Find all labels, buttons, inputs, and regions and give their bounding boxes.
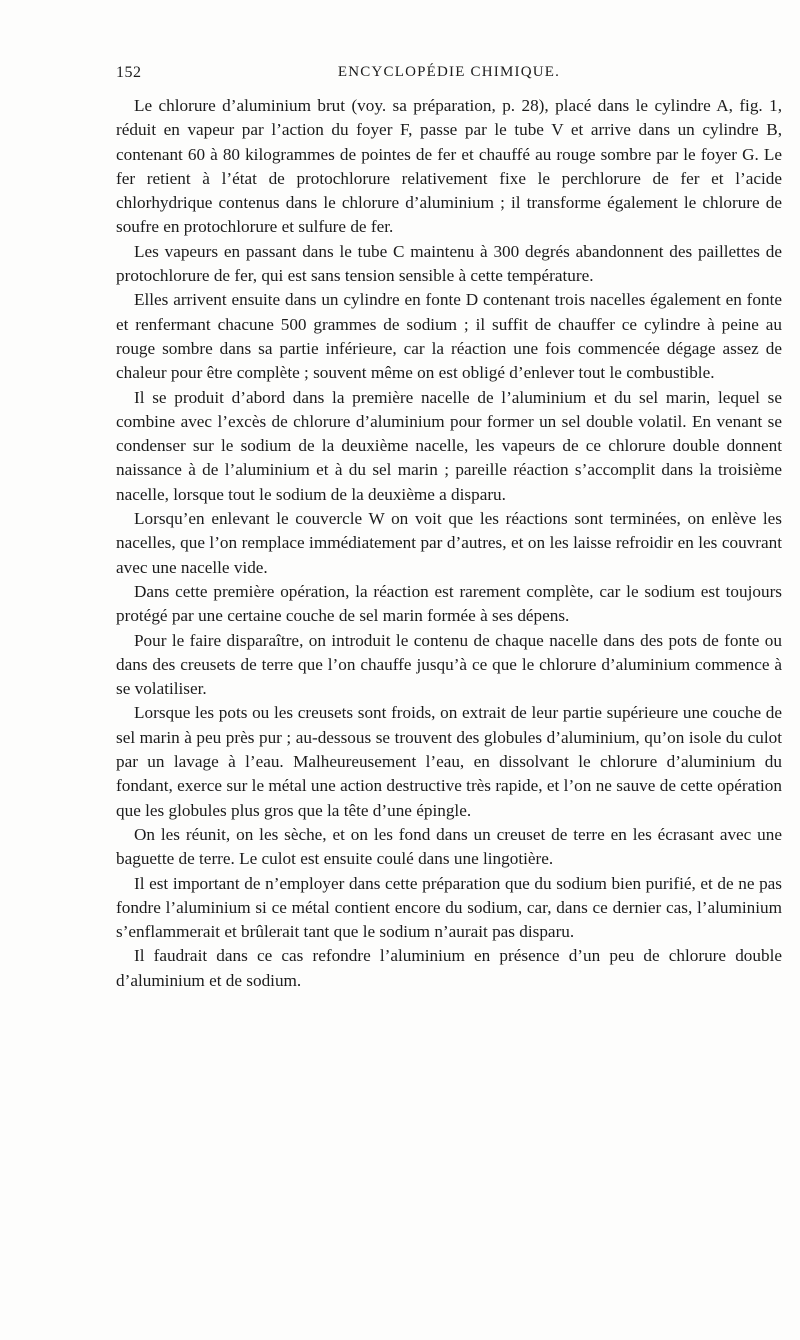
page-header [116, 64, 782, 86]
paragraph: Le chlorure d’aluminium brut (voy. sa préparation, p. 28), placé dans le cylindre A, fig. 1, réduit en vapeur par l’action du foyer F, passe par le tube V et arrive dans un cylindre B, contenant 60 à 80 kilogrammes de pointes de fer et chauffé au rouge sombre par le foyer G. Le fer retient à l’état de protochlorure relativement fixe le perchlorure de fer et l’acide chlorhydrique contenus dans le chlorure d’aluminium ; il transforme également le chlorure de soufre en protochlorure et sulfure de fer. [116, 96, 782, 237]
paragraph: Il est important de n’employer dans cette préparation que du sodium bien purifié, et de ne pas fondre l’aluminium si ce métal contient encore du sodium, car, dans ce dernier cas, l’aluminium s’enflammerait et brûlerait tant que le sodium n’aurait pas disparu. [116, 873, 782, 942]
paragraph: Lorsque les pots ou les creusets sont froids, on extrait de leur partie supérieure une couche de sel marin à peu près pur ; au-dessous se trouvent des globules d’aluminium, qu’on isole du culot par un lavage à l’eau. Malheureusement l’eau, en dissolvant le chlorure d’aluminium du fondant, exerce sur le métal une action destructive très rapide, et l’on ne sauve de cette opération que les globules plus gros que la tête d’une épingle. [116, 703, 782, 820]
paragraph: Lorsqu’en enlevant le couvercle W on voit que les réactions sont terminées, on enlève les nacelles, que l’on remplace immédiatement par d’autres, et on les laisse refroidir en les couvrant avec une nacelle vide. [116, 509, 782, 577]
paragraph: Elles arrivent ensuite dans un cylindre en fonte D contenant trois nacelles également en fonte et renfermant chacune 500 grammes de sodium ; il suffit de chauffer ce cylindre à peine au rouge sombre dans sa partie inférieure, car la réaction une fois commencée dégage assez de chaleur pour être complète ; souvent même on est obligé d’enlever tout le combustible. [116, 290, 782, 383]
body-text [116, 94, 782, 993]
paragraph: Pour le faire disparaître, on introduit le contenu de chaque nacelle dans des pots de fonte ou dans des creusets de terre que l’on chauffe jusqu’à ce que le chlorure d’aluminium commence à se volatiliser. [116, 630, 782, 699]
paragraph: Dans cette première opération, la réaction est rarement complète, car le sodium est toujours protégé par une certaine couche de sel marin formée à ses dépens. [116, 581, 782, 626]
paragraph: Il se produit d’abord dans la première nacelle de l’aluminium et du sel marin, lequel se combine avec l’excès de chlorure d’aluminium pour former un sel double volatil. En venant se condenser sur le sodium de la deuxième nacelle, les vapeurs de ce chlorure double donnent naissance à de l’aluminium et à du sel marin ; pareille réaction s’accomplit dans la troisième nacelle, lorsque tout le sodium de la deuxième a disparu. [116, 387, 782, 504]
running-title: ENCYCLOPÉDIE CHIMIQUE. [337, 64, 561, 80]
paragraph: Il faudrait dans ce cas refondre l’aluminium en présence d’un peu de chlorure double d’aluminium et de sodium. [116, 946, 782, 990]
page-number: 152 [116, 64, 142, 81]
paragraph: On les réunit, on les sèche, et on les fond dans un creuset de terre en les écrasant avec une baguette de terre. Le culot est ensuite coulé dans une lingotière. [116, 824, 782, 869]
paragraph: Les vapeurs en passant dans le tube C maintenu à 300 degrés abandonnent des paillettes de protochlorure de fer, qui est sans tension sensible à cette température. [116, 241, 782, 286]
